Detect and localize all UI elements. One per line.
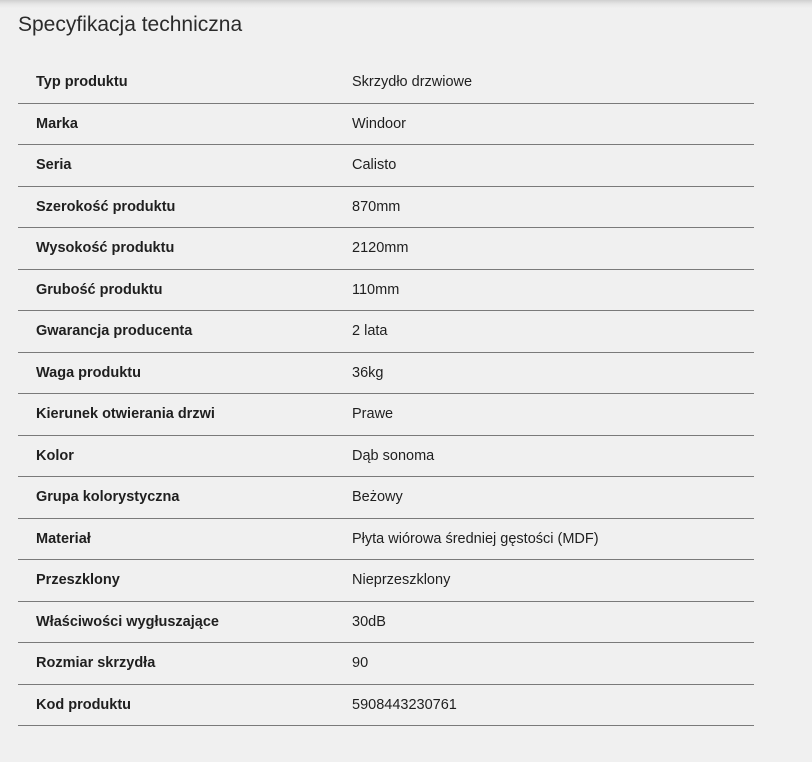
spec-value: 90 xyxy=(352,655,369,672)
spec-label: Waga produktu xyxy=(36,364,141,381)
spec-label: Marka xyxy=(36,115,78,132)
spec-value: Płyta wiórowa średniej gęstości (MDF) xyxy=(352,530,599,547)
spec-label: Grubość produktu xyxy=(36,281,163,298)
spec-value: 36kg xyxy=(352,364,384,381)
spec-row-przeszklony xyxy=(18,560,754,602)
header-shadow xyxy=(0,0,812,8)
spec-row-waga xyxy=(18,353,754,395)
spec-row-marka xyxy=(18,104,754,146)
spec-row-grupa-kolorystyczna xyxy=(18,477,754,519)
spec-row-szerokosc xyxy=(18,187,754,229)
spec-value: Calisto xyxy=(352,157,397,174)
spec-label: Rozmiar skrzydła xyxy=(36,655,156,672)
spec-label: Kierunek otwierania drzwi xyxy=(36,406,215,423)
spec-label: Gwarancja producenta xyxy=(36,323,193,340)
spec-table xyxy=(18,62,754,726)
spec-label: Grupa kolorystyczna xyxy=(36,489,180,506)
spec-value: Beżowy xyxy=(352,489,403,506)
spec-value: 5908443230761 xyxy=(352,696,457,713)
spec-value: 2120mm xyxy=(352,240,409,257)
spec-label: Kolor xyxy=(36,447,74,464)
spec-value: Nieprzeszklony xyxy=(352,572,451,589)
spec-value: Skrzydło drzwiowe xyxy=(352,74,473,91)
spec-value: Windoor xyxy=(352,115,406,132)
spec-label: Szerokość produktu xyxy=(36,198,176,215)
spec-value: 870mm xyxy=(352,198,401,215)
spec-row-wysokosc xyxy=(18,228,754,270)
spec-row-seria xyxy=(18,145,754,187)
spec-label: Kod produktu xyxy=(36,696,132,713)
spec-label: Właściwości wygłuszające xyxy=(36,613,219,630)
spec-value: 110mm xyxy=(352,281,400,298)
section-title: Specyfikacja techniczna xyxy=(18,13,243,36)
spec-row-rozmiar-skrzydla xyxy=(18,643,754,685)
spec-label: Typ produktu xyxy=(36,74,128,91)
spec-row-typ-produktu xyxy=(18,62,754,104)
spec-row-material xyxy=(18,519,754,561)
spec-row-gwarancja xyxy=(18,311,754,353)
spec-row-wygluszenie xyxy=(18,602,754,644)
spec-row-kierunek xyxy=(18,394,754,436)
spec-label: Przeszklony xyxy=(36,572,120,589)
spec-value: 2 lata xyxy=(352,323,388,340)
spec-label: Wysokość produktu xyxy=(36,240,175,257)
spec-label: Materiał xyxy=(36,530,91,547)
spec-row-kod-produktu xyxy=(18,685,754,727)
spec-row-grubosc xyxy=(18,270,754,312)
spec-label: Seria xyxy=(36,157,72,174)
spec-value: Prawe xyxy=(352,406,394,423)
spec-value: Dąb sonoma xyxy=(352,447,435,464)
spec-row-kolor xyxy=(18,436,754,478)
spec-value: 30dB xyxy=(352,613,386,630)
